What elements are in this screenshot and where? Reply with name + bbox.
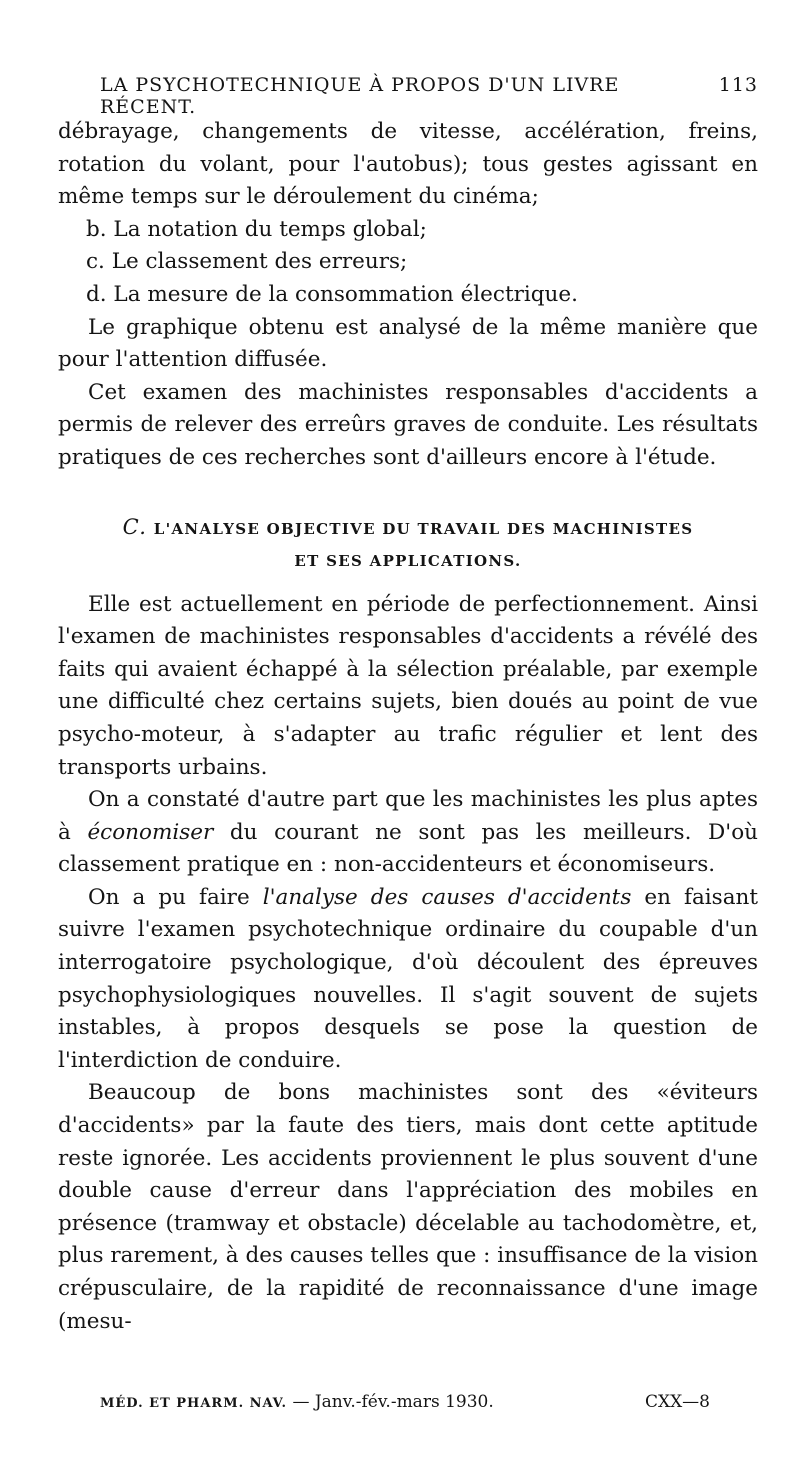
- paragraph-continuation: débrayage, changements de vitesse, accélération, freins, rotation du volant, pour l'autobus); tous gestes agissant en même temps sur le déroulement du cinéma;: [58, 119, 758, 210]
- section-title-line1: L'ANALYSE OBJECTIVE DU TRAVAIL DES MACHINISTES: [153, 519, 694, 538]
- section-letter: C.: [122, 514, 148, 539]
- running-title: LA PSYCHOTECHNIQUE À PROPOS D'UN LIVRE RÉCENT.: [100, 74, 620, 118]
- footer-signature: CXX—8: [644, 1392, 710, 1412]
- body-text: [58, 116, 758, 1338]
- paragraph-elle: Elle est actuellement en période de perfectionnement. Ainsi l'examen de machinistes responsables d'accidents a révélé des faits qui avaient échappé à la sélection préalable, par exemple une difficulté chez certains sujets, bien doués au point de vue psycho-moteur, à s'adapter au trafic régulier et lent des transports urbains.: [58, 591, 758, 780]
- page-footer: [100, 1392, 710, 1412]
- paragraph-analyse: [58, 882, 758, 1078]
- italic-analyse-causes: l'analyse des causes d'accidents: [262, 884, 632, 910]
- paragraph-graphique: Le graphique obtenu est analysé de la même manière que pour l'attention diffusée.: [58, 314, 758, 373]
- list-item-d: d. La mesure de la consommation électrique.: [86, 281, 578, 307]
- list-item-c: c. Le classement des erreurs;: [86, 249, 408, 275]
- page-number: 113: [718, 74, 758, 96]
- italic-economiser: économiser: [87, 819, 214, 845]
- paragraph-analyse-text-1: On a pu faire: [88, 884, 263, 910]
- running-header: [100, 74, 758, 118]
- footer-left: [100, 1392, 494, 1412]
- section-heading: [58, 511, 758, 577]
- paragraph-constate: [58, 784, 758, 882]
- paragraph-constate-text-2: du courant ne sont pas les meilleurs. D'où classement pratique en : non-accidenteurs et économiseurs.: [58, 819, 758, 878]
- paragraph-examen: Cet examen des machinistes responsables d'accidents a permis de relever des erreûrs graves de conduite. Les résultats pratiques de ces recherches sont d'ailleurs encore à l'étude.: [58, 379, 758, 470]
- list-item-b: b. La notation du temps global;: [86, 216, 427, 242]
- footer-date: — Janv.-fév.-mars 1930.: [292, 1392, 494, 1412]
- paragraph-constate-text-1: On a constaté d'autre part que les machinistes les plus aptes à: [58, 787, 758, 845]
- paragraph-analyse-text-2: en faisant suivre l'examen psychotechnique ordinaire du coupable d'un interrogatoire psychologique, d'où découlent des épreuves psychophysiologiques nouvelles. Il s'agit souvent de sujets instables, à propos desquels se pose la question de l'interdiction de conduire.: [58, 884, 758, 1073]
- footer-journal: MÉD. ET PHARM. NAV.: [100, 1396, 288, 1411]
- section-title-line2: ET SES APPLICATIONS.: [294, 551, 522, 570]
- paragraph-beaucoup: Beaucoup de bons machinistes sont des «éviteurs d'accidents» par la faute des tiers, mais dont cette aptitude reste ignorée. Les accidents proviennent le plus souvent d'une double cause d'erreur dans l'appréciation des mobiles en présence (tramway et obstacle) décelable au tachodomètre, et, plus rarement, à des causes telles que : insuffisance de la vision crépusculaire, de la rapidité de reconnaissance d'une image (mesu-: [58, 1080, 758, 1334]
